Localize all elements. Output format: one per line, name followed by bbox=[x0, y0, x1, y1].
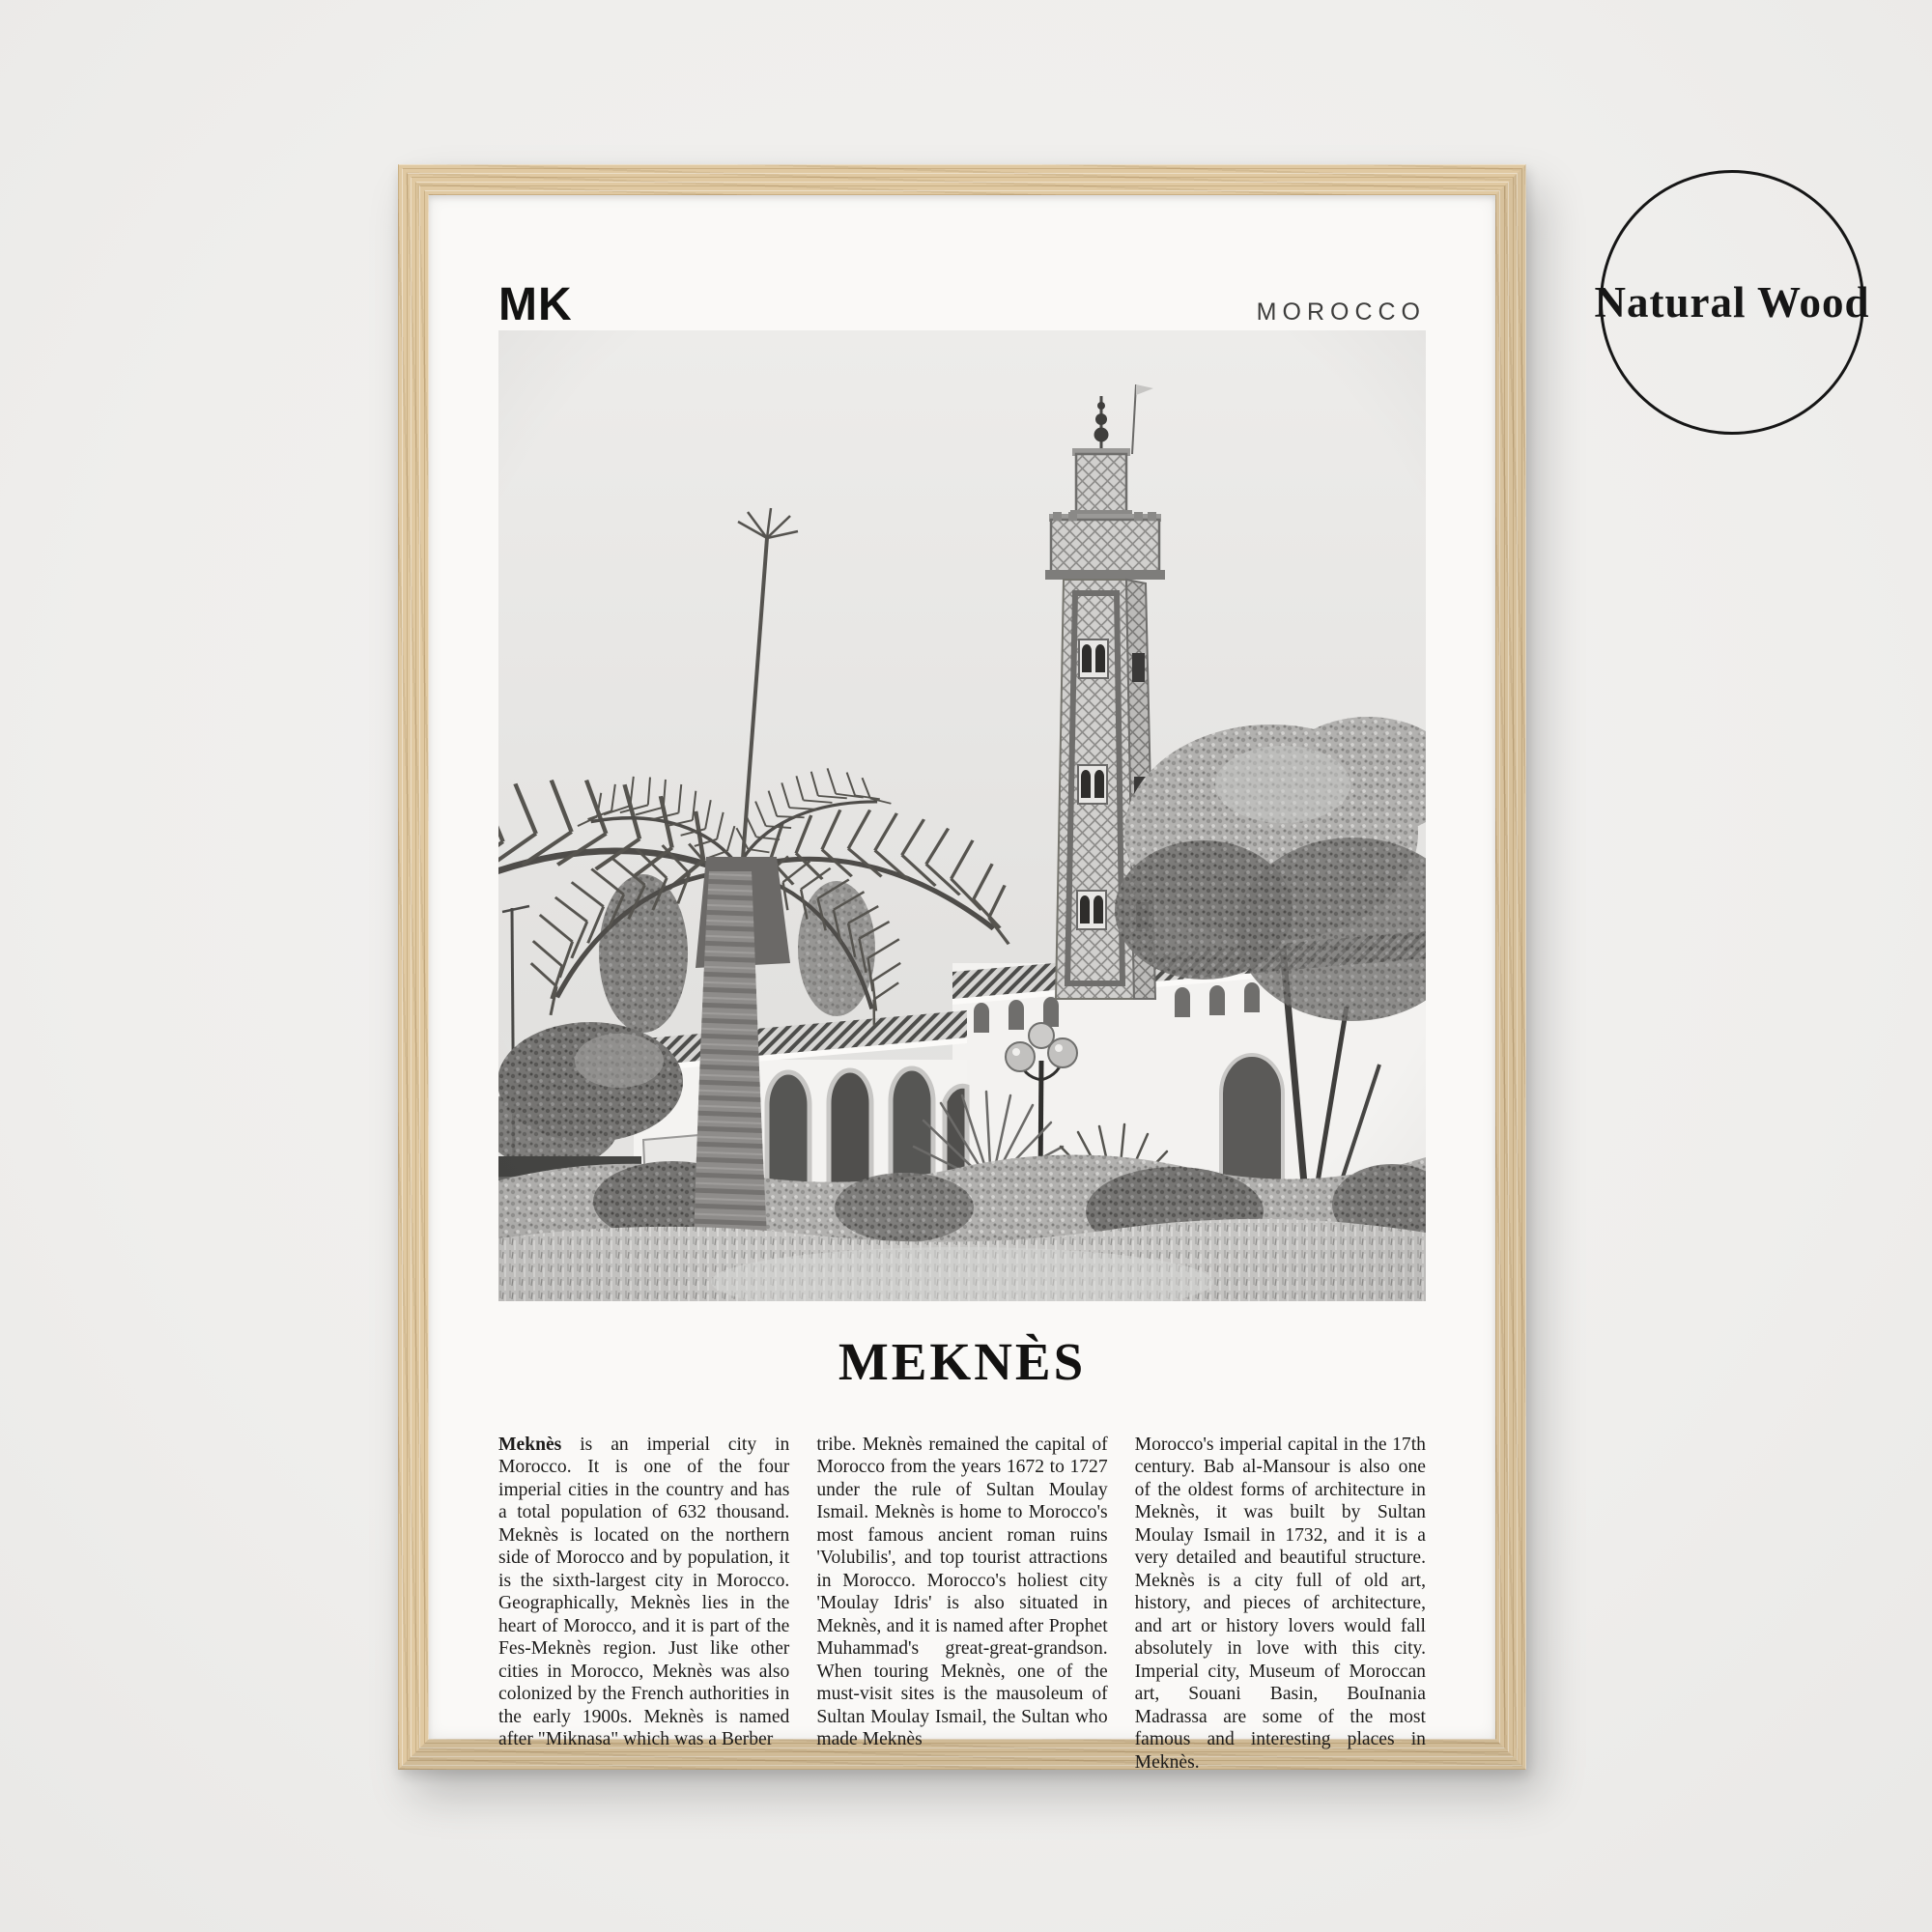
body-column-3: Morocco's imperial capital in the 17th century. Bab al-Mansour is also one of the oldest forms of architecture in Meknès, it was built by Sultan Moulay Ismail in 1732, and it is a very detailed and beautiful structure. Meknès is a city full of old art, history, and pieces of architecture, and art or history lovers would fall absolutely in love with this city. Imperial city, Museum of Moroccan art, Souani Basin, BouInania Madrassa are some of the most famous and interesting places in Meknès. bbox=[1134, 1434, 1426, 1773]
logo-text: MK bbox=[498, 279, 573, 330]
country-label: MOROCCO bbox=[1256, 298, 1426, 326]
poster-photo bbox=[498, 330, 1426, 1301]
poster-header bbox=[498, 279, 1426, 330]
poster-body bbox=[498, 1414, 1426, 1793]
body-column-2: tribe. Meknès remained the capital of Morocco from the years 1672 to 1727 under the rule of Sultan Moulay Ismail. Meknès is home to Morocco's most famous ancient roman ruins 'Volubilis', and top tourist attractions in Morocco. Morocco's holiest city 'Moulay Idris' is also situated in Meknès, and it is named after Prophet Muhammad's great-great-grandson. When touring Meknès, one of the must-visit sites is the mausoleum of Sultan Moulay Ismail, the Sultan who made Meknès bbox=[816, 1434, 1108, 1750]
frame-wood-right bbox=[1495, 164, 1526, 1770]
body-column-1: Meknès is an imperial city in Morocco. It is one of the four imperial cities in the country and has a total population of 632 thousand. Meknès is located on the northern side of Morocco and by population, it is the sixth-largest city in Morocco. Geographically, Meknès lies in the heart of Morocco, and it is part of the Fes-Meknès region. Just like other cities in Morocco, Meknès was also colonized by the French authorities in the early 1900s. Meknès is named after "Miknasa" which was a Berber bbox=[498, 1434, 790, 1750]
poster-title: MEKNÈS bbox=[838, 1332, 1087, 1391]
badge-label: Natural Wood bbox=[1594, 278, 1870, 327]
natural-wood-badge bbox=[1594, 170, 1870, 435]
poster-paper bbox=[429, 195, 1495, 1773]
frame-wood-top bbox=[398, 164, 1526, 195]
frame-wood-left bbox=[398, 164, 429, 1770]
picture-frame bbox=[398, 164, 1526, 1773]
